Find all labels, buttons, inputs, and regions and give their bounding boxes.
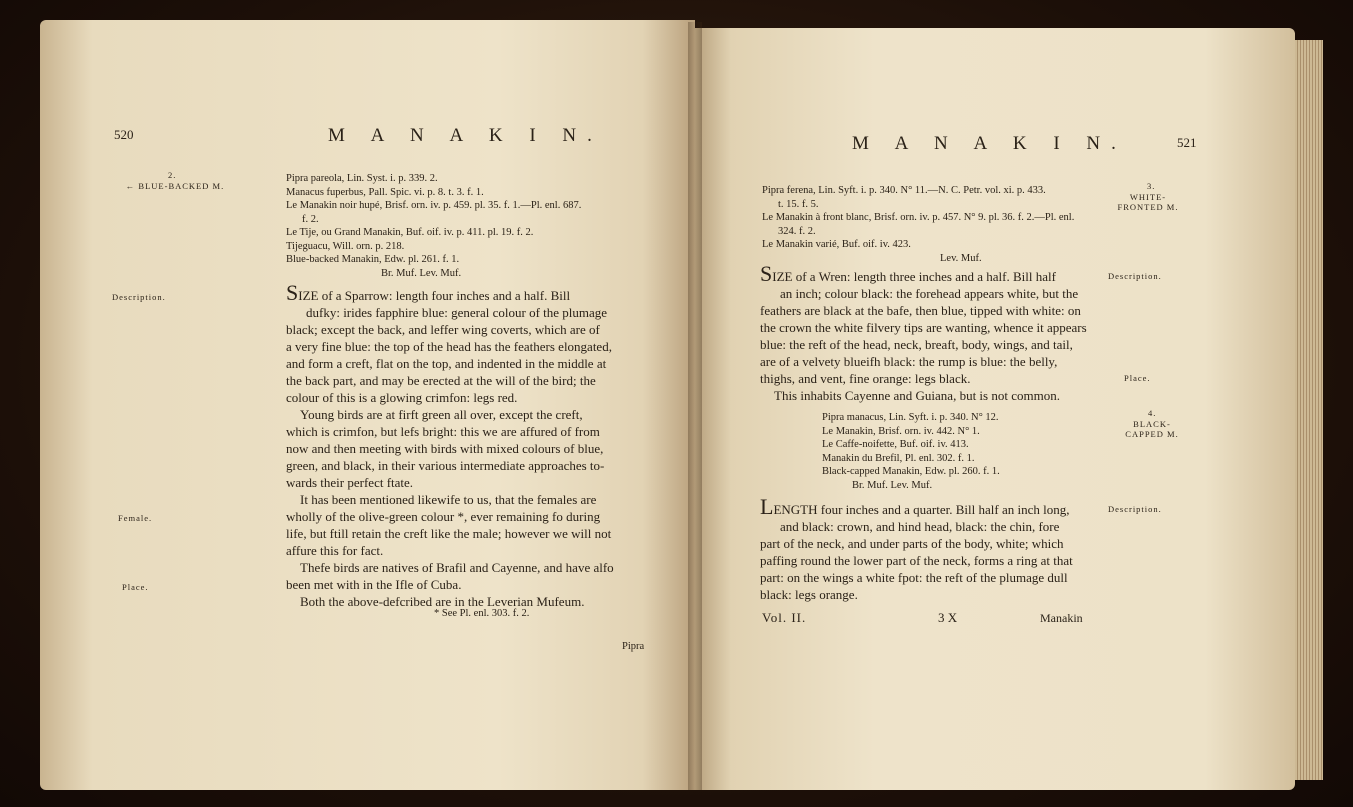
synonym-line: Manakin du Brefil, Pl. enl. 302. f. 1. bbox=[822, 452, 975, 464]
text-line: life, but ftill retain the creft like the male; however we will not bbox=[286, 526, 612, 541]
place-text: This inhabits Cayenne and Guiana, but is not common. bbox=[774, 388, 1060, 403]
left-page-number: 520 bbox=[114, 127, 134, 142]
text-line: an inch; colour black: the forehead appears white, but the bbox=[780, 286, 1079, 301]
text-line: been met with in the Ifle of Cuba. bbox=[286, 577, 462, 592]
left-footnote: * See Pl. enl. 303. f. 2. bbox=[434, 608, 530, 619]
synonym-line: Tijeguacu, Will. orn. p. 218. bbox=[286, 240, 405, 252]
synonym-line: Lev. Muf. bbox=[940, 252, 982, 264]
margin-description-1: Description. bbox=[1108, 271, 1162, 281]
margin-place: Place. bbox=[122, 582, 149, 592]
synonym-line: Le Manakin noir hupé, Brisf. orn. iv. p. 459. pl. 35. f. 1.—Pl. enl. 687. bbox=[286, 200, 582, 211]
drop-capital: L bbox=[760, 494, 774, 519]
text-line: part of the neck, and under parts of the body, white; which bbox=[760, 536, 1064, 551]
synonym-line: Pipra ferena, Lin. Syft. i. p. 340. N° 11.—N. C. Petr. vol. xi. p. 433. bbox=[762, 185, 1046, 196]
text-line: a very fine blue: the top of the head has the feathers elongated, bbox=[286, 339, 612, 354]
left-species-name: ← BLUE-BACKED M. bbox=[125, 181, 225, 191]
right-text-block-1 bbox=[760, 261, 1087, 404]
synonym-line: Le Manakin à front blanc, Brisf. orn. iv. p. 457. N° 9. pl. 36. f. 2.—Pl. enl. bbox=[762, 212, 1075, 223]
text-line: feathers are black at the bafe, then blue, tipped with white: on bbox=[760, 303, 1081, 318]
right-catchword: Manakin bbox=[1040, 611, 1083, 625]
margin-place-right: Place. bbox=[1124, 373, 1151, 383]
species3-name: WHITE-FRONTED M. bbox=[1117, 192, 1179, 212]
text-line: part: on the wings a white fpot: the reft of the plumage dull bbox=[760, 570, 1068, 585]
text-line: the back part, and may be erected at the will of the bird; the bbox=[286, 373, 596, 388]
right-synonymy-1 bbox=[762, 184, 1074, 265]
book-gutter bbox=[688, 22, 702, 790]
margin-description: Description. bbox=[112, 292, 166, 302]
text-line: blue: the reft of the head, neck, breaft, body, wings, and tail, bbox=[760, 337, 1073, 352]
synonym-line: Le Caffe-noifette, Buf. oif. iv. 413. bbox=[822, 439, 969, 450]
synonym-line: Le Manakin varié, Buf. oif. iv. 423. bbox=[762, 239, 911, 250]
text-line: thighs, and vent, fine orange: legs black. bbox=[760, 371, 971, 386]
text-line: IZE of a Sparrow: length four inches and a half. Bill bbox=[298, 288, 571, 303]
right-synonymy-2 bbox=[822, 411, 1000, 492]
text-line: the crown the white filvery tips are wanting, whence it appears bbox=[760, 320, 1087, 335]
footer-signature: 3 X bbox=[938, 610, 958, 625]
text-line: are of a velvety blueifh black: the rump is blue: the belly, bbox=[760, 354, 1058, 369]
text-line: Thefe birds are natives of Brafil and Cayenne, and have alfo bbox=[300, 560, 614, 575]
synonym-line: Br. Muf. Lev. Muf. bbox=[381, 267, 462, 279]
synonym-line: Le Manakin, Brisf. orn. iv. 442. N° 1. bbox=[822, 425, 980, 437]
drop-capital: S bbox=[760, 261, 773, 286]
synonym-line: Pipra manacus, Lin. Syft. i. p. 340. N° 12. bbox=[822, 412, 999, 423]
text-line: dufky: irides fapphire blue: general colour of the plumage bbox=[306, 305, 608, 320]
left-running-head: M A N A K I N. bbox=[328, 125, 603, 146]
text-line: affure this for fact. bbox=[286, 543, 384, 558]
species4-name: BLACK-CAPPED M. bbox=[1125, 419, 1179, 439]
text-line: IZE of a Wren: length three inches and a half. Bill half bbox=[772, 269, 1056, 284]
text-line: green, and black, in their various intermediate approaches to- bbox=[286, 458, 605, 473]
text-line: Both the above-defcribed are in the Leverian Mufeum. bbox=[300, 594, 585, 609]
margin-female: Female. bbox=[118, 513, 153, 523]
footer-volume: Vol. II. bbox=[762, 610, 807, 625]
text-line: colour of this is a glowing crimfon: legs red. bbox=[286, 390, 518, 405]
synonym-line: Br. Muf. Lev. Muf. bbox=[852, 479, 933, 491]
text-line: now and then meeting with birds with mixed colours of blue, bbox=[286, 441, 604, 456]
synonym-line: f. 2. bbox=[302, 213, 319, 225]
synonym-line: Pipra pareola, Lin. Syst. i. p. 339. 2. bbox=[286, 173, 438, 184]
left-catchword: Pipra bbox=[622, 641, 645, 652]
text-line: ENGTH four inches and a quarter. Bill half an inch long, bbox=[773, 502, 1070, 517]
page-edges bbox=[1295, 40, 1323, 780]
text-line: black: legs orange. bbox=[760, 587, 858, 602]
species4-number: 4. bbox=[1148, 408, 1157, 418]
species3-number: 3. bbox=[1147, 181, 1156, 191]
text-line: Young birds are at firft green all over, except the creft, bbox=[300, 407, 583, 422]
synonym-line: Blue-backed Manakin, Edw. pl. 261. f. 1. bbox=[286, 254, 460, 265]
drop-capital: S bbox=[286, 280, 299, 305]
text-line: and form a creft, flat on the top, and indented in the middle at bbox=[286, 356, 607, 371]
synonym-line: Black-capped Manakin, Edw. pl. 260. f. 1. bbox=[822, 466, 1000, 477]
right-text-block-2 bbox=[760, 494, 1073, 603]
text-line: and black: crown, and hind head, black: the chin, fore bbox=[780, 519, 1060, 534]
synonym-line: Le Tije, ou Grand Manakin, Buf. oif. iv. p. 411. pl. 19. f. 2. bbox=[286, 227, 534, 238]
text-line: paffing round the lower part of the neck, forms a ring at that bbox=[760, 553, 1073, 568]
synonym-line: t. 15. f. 5. bbox=[778, 198, 819, 210]
left-synonymy bbox=[286, 172, 581, 280]
text-line: black; except the back, and leffer wing coverts, which are of bbox=[286, 322, 600, 337]
right-page-number: 521 bbox=[1177, 135, 1197, 150]
text-line: It has been mentioned likewife to us, that the females are bbox=[300, 492, 597, 507]
synonym-line: 324. f. 2. bbox=[778, 225, 816, 237]
right-running-head: M A N A K I N. bbox=[852, 133, 1127, 154]
margin-description-2: Description. bbox=[1108, 504, 1162, 514]
synonym-line: Manacus fuperbus, Pall. Spic. vi. p. 8. t. 3. f. 1. bbox=[286, 186, 484, 198]
text-line: wards their perfect ftate. bbox=[286, 475, 414, 490]
text-line: which is crimfon, but lefs bright: this we are affured of from bbox=[286, 424, 600, 439]
left-species-number: 2. bbox=[168, 170, 177, 180]
left-text-block bbox=[286, 280, 652, 610]
text-line: wholly of the olive-green colour *, ever remaining fo during bbox=[286, 509, 601, 524]
